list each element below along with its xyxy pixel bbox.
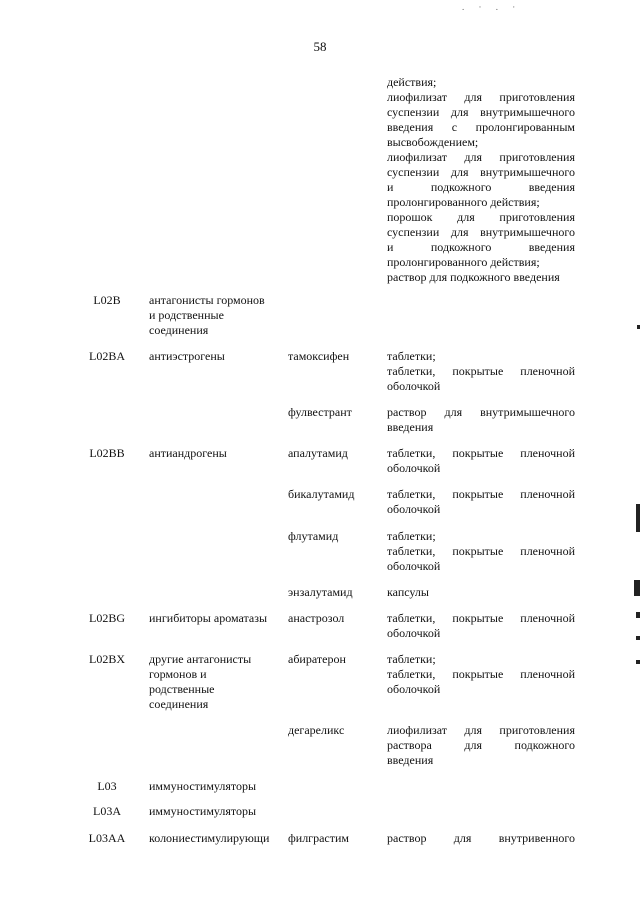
- scan-edge-mark: [634, 580, 640, 596]
- text-line: суспензии для внутримышечного: [387, 165, 575, 179]
- anatomical-group: [149, 831, 284, 846]
- text-line: лиофилизат для приготовления: [387, 150, 575, 164]
- text-line: раствор для внутривенного: [387, 831, 575, 845]
- text-line: и подкожного введения: [387, 240, 575, 254]
- page-number: 58: [313, 39, 327, 54]
- text-line: суспензии для внутримышечного: [387, 105, 575, 119]
- scan-edge-mark: [636, 660, 640, 664]
- drug-name: абиратерон: [288, 652, 346, 666]
- text-line: ингибиторы ароматазы: [149, 611, 268, 625]
- text-line: таблетки, покрытые пленочной: [387, 611, 575, 625]
- scan-edge-mark: [636, 612, 640, 618]
- atc-code: L02BA: [89, 349, 125, 363]
- text-line: оболочкой: [387, 502, 441, 516]
- text-line: таблетки, покрытые пленочной: [387, 364, 575, 378]
- atc-code: L03AA: [88, 831, 126, 845]
- text-line: оболочкой: [387, 626, 441, 640]
- text-line: таблетки, покрытые пленочной: [387, 487, 575, 501]
- text-line: порошок для приготовления: [387, 210, 575, 224]
- anatomical-group: [149, 652, 284, 712]
- atc-code: L02BG: [89, 611, 125, 625]
- text-line: иммуностимуляторы: [149, 779, 257, 793]
- atc-code: L02BB: [89, 446, 125, 460]
- text-line: оболочкой: [387, 379, 441, 393]
- text-line: соединения: [149, 697, 209, 711]
- text-line: таблетки;: [387, 529, 436, 543]
- text-line: и родственные: [149, 308, 224, 322]
- anatomical-group: [149, 446, 284, 461]
- text-line: введения: [387, 753, 434, 767]
- scan-edge-mark: [636, 504, 640, 532]
- drug-name: энзалутамид: [288, 585, 353, 599]
- text-line: соединения: [149, 323, 209, 337]
- text-line: таблетки, покрытые пленочной: [387, 544, 575, 558]
- text-line: раствор для подкожного введения: [387, 270, 560, 284]
- text-line: раствор для внутримышечного: [387, 405, 575, 419]
- dosage-forms: [387, 487, 575, 517]
- text-line: оболочкой: [387, 682, 441, 696]
- atc-code: L02BX: [89, 652, 125, 666]
- anatomical-group: [149, 611, 284, 626]
- text-line: высвобождением;: [387, 135, 479, 149]
- text-line: антиандрогены: [149, 446, 227, 460]
- text-line: введения с пролонгированным: [387, 120, 575, 134]
- drug-name: флутамид: [288, 529, 339, 543]
- drug-name: апалутамид: [288, 446, 348, 460]
- dosage-forms: [387, 611, 575, 641]
- dosage-forms: [387, 405, 575, 435]
- continued-forms-block: [387, 75, 575, 285]
- text-line: иммуностимуляторы: [149, 804, 257, 818]
- anatomical-group: [149, 779, 284, 794]
- text-line: пролонгированного действия;: [387, 255, 540, 269]
- top-scan-marks: . · . ·: [462, 2, 522, 12]
- text-line: лиофилизат для приготовления: [387, 723, 575, 737]
- text-line: пролонгированного действия;: [387, 195, 540, 209]
- atc-code: L03A: [93, 804, 121, 818]
- text-line: другие антагонисты: [149, 652, 252, 666]
- text-line: действия;: [387, 75, 437, 89]
- text-line: суспензии для внутримышечного: [387, 225, 575, 239]
- text-line: таблетки, покрытые пленочной: [387, 446, 575, 460]
- dosage-forms: [387, 723, 575, 768]
- dosage-forms: [387, 585, 575, 600]
- dosage-forms: [387, 652, 575, 697]
- text-line: гормонов и: [149, 667, 207, 681]
- text-line: лиофилизат для приготовления: [387, 90, 575, 104]
- dosage-forms: [387, 529, 575, 574]
- text-line: капсулы: [387, 585, 429, 599]
- text-line: антагонисты гормонов: [149, 293, 265, 307]
- dosage-forms: [387, 831, 575, 846]
- atc-code: L03: [97, 779, 117, 793]
- anatomical-group: [149, 349, 284, 364]
- drug-name: тамоксифен: [288, 349, 350, 363]
- text-line: таблетки;: [387, 349, 436, 363]
- drug-name: бикалутамид: [288, 487, 355, 501]
- text-line: родственные: [149, 682, 215, 696]
- drug-name: фулвестрант: [288, 405, 352, 419]
- dosage-forms: [387, 446, 575, 476]
- scan-edge-mark: [636, 636, 640, 640]
- text-line: антиэстрогены: [149, 349, 225, 363]
- anatomical-group: [149, 804, 284, 819]
- text-line: оболочкой: [387, 461, 441, 475]
- atc-code: L02B: [93, 293, 121, 307]
- drug-name: анастрозол: [288, 611, 345, 625]
- text-line: колониестимулирующи: [149, 831, 270, 845]
- anatomical-group: [149, 293, 284, 338]
- text-line: и подкожного введения: [387, 180, 575, 194]
- drug-name: дегареликс: [288, 723, 345, 737]
- drug-name: филграстим: [288, 831, 350, 845]
- text-line: раствора для подкожного: [387, 738, 575, 752]
- text-line: таблетки;: [387, 652, 436, 666]
- text-line: оболочкой: [387, 559, 441, 573]
- text-line: таблетки, покрытые пленочной: [387, 667, 575, 681]
- dosage-forms: [387, 349, 575, 394]
- text-line: введения: [387, 420, 434, 434]
